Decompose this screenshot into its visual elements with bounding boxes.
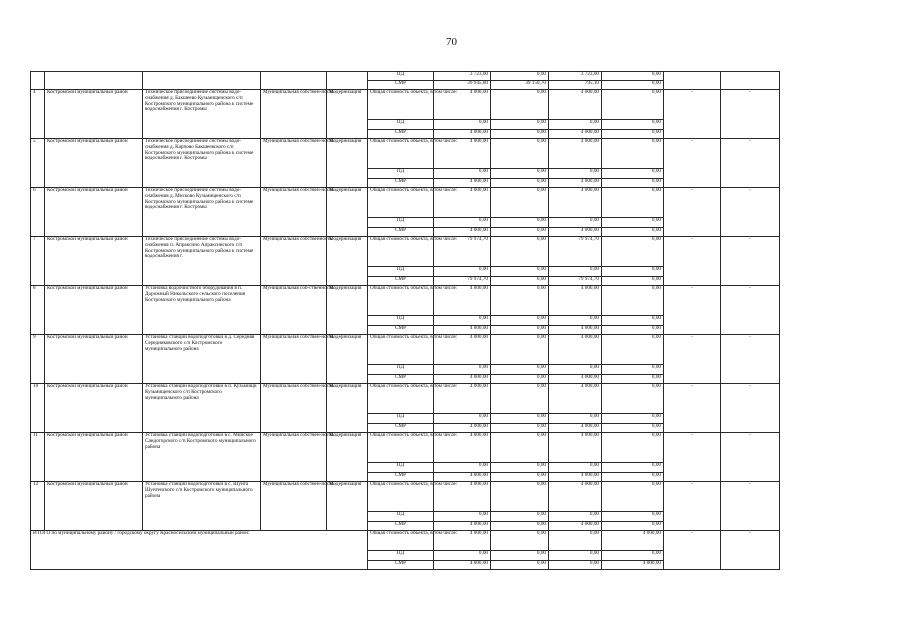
- pd-label: ПД: [368, 551, 434, 561]
- value-cell: 0,00: [549, 218, 602, 228]
- entry-district: Костромской муниципальный район: [45, 237, 143, 286]
- value-cell: 4 000,00: [434, 384, 491, 414]
- note-cell: [664, 72, 721, 90]
- value-cell: 79 974,70: [434, 237, 491, 267]
- value-cell: 0,00: [491, 463, 549, 473]
- value-cell: 4 000,00: [434, 521, 491, 531]
- value-cell: 0,00: [602, 551, 664, 561]
- total-cost-label: Общая стоимость объекта, в том числе:: [368, 90, 434, 120]
- value-cell: 4 000,00: [434, 188, 491, 218]
- entry-owner: Муниципальная собствен-ность: [261, 482, 327, 531]
- value-cell: 0,00: [549, 365, 602, 375]
- value-cell: 0,00: [491, 237, 549, 267]
- table-row: [31, 286, 845, 316]
- dash-cell: -: [664, 237, 721, 286]
- value-cell: 4 000,00: [434, 482, 491, 512]
- entry-type: Модернизация: [327, 482, 368, 531]
- value-cell: 0,00: [434, 218, 491, 228]
- value-cell: 0,00: [549, 267, 602, 277]
- table-row: [31, 384, 845, 414]
- entry-district: Костромской муниципальный район: [45, 188, 143, 237]
- entry-name-cell: [143, 286, 261, 335]
- pd-label: ПД: [368, 267, 434, 277]
- no-cell: [31, 72, 45, 90]
- value-cell: 0,00: [602, 286, 664, 316]
- value-cell: 0,00: [434, 551, 491, 561]
- value-cell: 4 000,00: [434, 433, 491, 463]
- value-cell: 4 000,00: [434, 178, 491, 188]
- value-cell: 0,00: [602, 384, 664, 414]
- value-cell: 0,00: [602, 72, 664, 81]
- entry-type: Модернизация: [327, 433, 368, 482]
- total-cost-label: Общая стоимость объекта, в том числе:: [368, 286, 434, 316]
- smr-label: СМР: [368, 521, 434, 531]
- table-body: [31, 72, 845, 570]
- pd-label: ПД: [368, 169, 434, 179]
- value-cell: 0,00: [491, 276, 549, 286]
- entry-name: Установка станции водоподготовки в п. Кузьмищи Кузьмищенского с/п Костромского муниципального района: [145, 383, 257, 401]
- value-cell: 0,00: [602, 335, 664, 365]
- value-cell: 0,00: [491, 286, 549, 316]
- value-cell: 0,00: [491, 551, 549, 561]
- value-cell: 0,00: [602, 227, 664, 237]
- entry-number: 7: [31, 237, 45, 286]
- value-cell: 0,00: [602, 472, 664, 482]
- value-cell: 0,00: [602, 188, 664, 218]
- value-cell: 0,00: [602, 521, 664, 531]
- value-cell: 0,00: [434, 414, 491, 424]
- dash-cell: -: [664, 286, 721, 335]
- value-cell: 39 150,70: [491, 81, 549, 90]
- value-cell: 4 000,00: [434, 129, 491, 139]
- value-cell: 0,00: [602, 267, 664, 277]
- dash-cell: -: [664, 335, 721, 384]
- entry-district: Костромской муниципальный район: [45, 335, 143, 384]
- value-cell: 39 945,80: [434, 81, 491, 90]
- dash-cell: -: [721, 286, 780, 335]
- value-cell: 0,00: [491, 482, 549, 512]
- value-cell: 0,00: [549, 120, 602, 130]
- dash-cell: -: [721, 139, 780, 188]
- entry-owner: Муниципальная соб-ственность: [261, 286, 327, 335]
- total-cost-label: Общая стоимость объекта, в том числе:: [368, 335, 434, 365]
- value-cell: 0,00: [434, 512, 491, 522]
- pd-label: ПД: [368, 414, 434, 424]
- entry-name: Установка водоочистного оборудования в п. Дорожный Никольского сельского поселения Костромского муниципального района: [145, 285, 246, 303]
- entry-number: 11: [31, 433, 45, 482]
- value-cell: 0,00: [602, 374, 664, 384]
- value-cell: 3 723,00: [434, 72, 491, 81]
- value-cell: 795,10: [549, 81, 602, 90]
- value-cell: 0,00: [434, 316, 491, 326]
- total-cost-label: Общая стоимость объекта, в том числе:: [368, 384, 434, 414]
- entry-district: Костромской муниципальный район: [45, 90, 143, 139]
- value-cell: 0,00: [602, 365, 664, 375]
- entry-name-cell: [143, 335, 261, 384]
- value-cell: 0,00: [491, 531, 549, 551]
- value-cell: 4 000,00: [434, 335, 491, 365]
- dash-cell: -: [664, 90, 721, 139]
- value-cell: 0,00: [491, 384, 549, 414]
- value-cell: 4 000,00: [434, 472, 491, 482]
- value-cell: 4 000,00: [549, 139, 602, 169]
- entry-owner: Муниципальная собствен-ность: [261, 90, 327, 139]
- value-cell: 0,00: [491, 218, 549, 228]
- entry-name-cell: [143, 433, 261, 482]
- value-cell: 0,00: [491, 316, 549, 326]
- value-cell: 0,00: [491, 72, 549, 81]
- value-cell: 4 000,00: [549, 384, 602, 414]
- total-title: ИТОГО по муниципальному району / городскому округу Красносельский муниципальный район:: [31, 531, 368, 570]
- pd-label: ПД: [368, 463, 434, 473]
- value-cell: 4 000,00: [549, 90, 602, 120]
- value-cell: 0,00: [602, 90, 664, 120]
- entry-name-cell: [143, 384, 261, 433]
- smr-label: СМР: [368, 129, 434, 139]
- table-row: [31, 139, 845, 169]
- value-cell: 0,00: [549, 463, 602, 473]
- value-cell: 0,00: [602, 169, 664, 179]
- value-cell: 0,00: [491, 365, 549, 375]
- value-cell: 0,00: [602, 463, 664, 473]
- value-cell: 0,00: [491, 325, 549, 335]
- entry-name-cell: [143, 482, 261, 531]
- entry-type: Модернизация: [327, 335, 368, 384]
- value-cell: 0,00: [491, 414, 549, 424]
- total-cost-label: Общая стоимость объекта, в том числе:: [368, 433, 434, 463]
- table-row: [31, 335, 845, 365]
- value-cell: 0,00: [491, 560, 549, 570]
- entry-number: 5: [31, 139, 45, 188]
- value-cell: 4 000,00: [434, 90, 491, 120]
- value-cell: 0,00: [491, 169, 549, 179]
- table-row: [31, 72, 845, 81]
- value-cell: 79 974,70: [549, 276, 602, 286]
- entry-name: Техническое присоединение системы водо-снабжения д. Мисково Кузьмищенского с/п Костромского муниципального района к системе водоснабжения г. Костромы: [145, 187, 254, 211]
- dash-cell: -: [664, 482, 721, 531]
- value-cell: 0,00: [602, 482, 664, 512]
- value-cell: 0,00: [602, 218, 664, 228]
- value-cell: 0,00: [549, 551, 602, 561]
- entry-owner: Муниципальная собственность: [261, 237, 327, 286]
- dash-cell: -: [664, 139, 721, 188]
- value-cell: 0,00: [549, 531, 602, 551]
- entry-type: Модернизация: [327, 237, 368, 286]
- entry-owner: Муниципальная собствен-ность: [261, 433, 327, 482]
- value-cell: 0,00: [491, 188, 549, 218]
- value-cell: 0,00: [491, 374, 549, 384]
- value-cell: 0,00: [602, 81, 664, 90]
- value-cell: 0,00: [549, 316, 602, 326]
- value-cell: 0,00: [602, 433, 664, 463]
- value-cell: 0,00: [491, 521, 549, 531]
- entry-name-cell: [143, 139, 261, 188]
- entry-district: Костромской муниципальный район: [45, 482, 143, 531]
- value-cell: 0,00: [602, 139, 664, 169]
- table-row: [31, 433, 845, 463]
- dash-cell: -: [721, 384, 780, 433]
- table-row: [31, 531, 845, 551]
- dash-cell: -: [721, 433, 780, 482]
- total-cost-label: Общая стоимость объекта, в том числе:: [368, 188, 434, 218]
- value-cell: 4 000,00: [434, 423, 491, 433]
- value-cell: 0,00: [491, 335, 549, 365]
- value-cell: 0,00: [602, 129, 664, 139]
- entry-owner: Муниципальная собствен-ность: [261, 335, 327, 384]
- dash-cell: -: [721, 188, 780, 237]
- value-cell: 0,00: [549, 512, 602, 522]
- entry-type: Модернизация: [327, 90, 368, 139]
- district-cell: [45, 72, 143, 90]
- entry-number: 12: [31, 482, 45, 531]
- investment-program-table: [30, 71, 845, 570]
- pd-label: ПД: [368, 316, 434, 326]
- dash-cell: -: [721, 335, 780, 384]
- dash-cell: -: [664, 384, 721, 433]
- value-cell: 0,00: [491, 90, 549, 120]
- value-cell: 0,00: [602, 237, 664, 267]
- value-cell: 0,00: [602, 276, 664, 286]
- smr-label: СМР: [368, 276, 434, 286]
- value-cell: 4 000,00: [434, 325, 491, 335]
- pd-label: ПД: [368, 218, 434, 228]
- table-row: [31, 90, 845, 120]
- cost-label: СМР: [368, 81, 434, 90]
- total-cost-label: Общая стоимость объекта, в том числе:: [368, 482, 434, 512]
- entry-number: 9: [31, 335, 45, 384]
- entry-number: 8: [31, 286, 45, 335]
- dash-cell: -: [721, 237, 780, 286]
- value-cell: 0,00: [491, 472, 549, 482]
- value-cell: 4 000,00: [434, 531, 491, 551]
- dash-cell: -: [721, 531, 780, 570]
- entry-district: Костромской муниципальный район: [45, 433, 143, 482]
- value-cell: 0,00: [491, 433, 549, 463]
- name-cell: [143, 72, 261, 90]
- value-cell: 0,00: [491, 512, 549, 522]
- smr-label: СМР: [368, 423, 434, 433]
- value-cell: 0,00: [491, 178, 549, 188]
- value-cell: 3 723,00: [549, 72, 602, 81]
- entry-name-cell: [143, 237, 261, 286]
- smr-label: СМР: [368, 472, 434, 482]
- smr-label: СМР: [368, 227, 434, 237]
- dash-cell: -: [721, 482, 780, 531]
- value-cell: 4 000,00: [549, 227, 602, 237]
- value-cell: 0,00: [434, 365, 491, 375]
- value-cell: 79 974,70: [549, 237, 602, 267]
- dash-cell: -: [664, 433, 721, 482]
- entry-name: Установка станции водоподготовки в с. Шунга Шунгенского с/п Костромского муниципального района: [145, 481, 253, 499]
- entry-owner: Муниципальная собствен-ность: [261, 188, 327, 237]
- total-cost-label: Общая стоимость объекта, в том числе:: [368, 531, 434, 551]
- value-cell: 4 000,00: [602, 531, 664, 551]
- pd-label: ПД: [368, 512, 434, 522]
- page-number: 70: [446, 36, 457, 48]
- value-cell: 0,00: [434, 120, 491, 130]
- value-cell: 0,00: [602, 512, 664, 522]
- entry-district: Костромской муниципальный район: [45, 139, 143, 188]
- value-cell: 0,00: [602, 325, 664, 335]
- entry-name-cell: [143, 188, 261, 237]
- value-cell: 4 000,00: [549, 325, 602, 335]
- total-cost-label: Общая стоимость объекта, в том числе:: [368, 237, 434, 267]
- value-cell: 4 000,00: [549, 286, 602, 316]
- value-cell: 0,00: [491, 267, 549, 277]
- smr-label: СМР: [368, 374, 434, 384]
- entry-type: Модернизация: [327, 286, 368, 335]
- value-cell: 0,00: [602, 423, 664, 433]
- value-cell: 4 000,00: [434, 286, 491, 316]
- value-cell: 0,00: [491, 139, 549, 169]
- entry-name: Техническое присоединение системы водо-снабжения п. Апраксино Апраксинского с/п Костромского муниципального района к системе водоснабжения г.: [145, 236, 254, 260]
- value-cell: 0,00: [602, 316, 664, 326]
- dash-cell: -: [664, 531, 721, 570]
- value-cell: 0,00: [602, 120, 664, 130]
- entry-number: 4: [31, 90, 45, 139]
- value-cell: 0,00: [434, 169, 491, 179]
- entry-number: 6: [31, 188, 45, 237]
- pd-label: ПД: [368, 365, 434, 375]
- table-row: [31, 237, 845, 267]
- table-row: [31, 188, 845, 218]
- note-cell: [721, 72, 780, 90]
- value-cell: 4 000,00: [602, 560, 664, 570]
- value-cell: 0,00: [602, 414, 664, 424]
- value-cell: 0,00: [491, 423, 549, 433]
- owner-cell: [261, 72, 327, 90]
- smr-label: СМР: [368, 178, 434, 188]
- value-cell: 0,00: [491, 120, 549, 130]
- value-cell: 0,00: [491, 227, 549, 237]
- value-cell: 4 000,00: [549, 374, 602, 384]
- table-row: [31, 482, 845, 512]
- value-cell: 4 000,00: [434, 374, 491, 384]
- entry-name: Техническое присоединение системы водо-снабжения д. Бакшеево Кузьмищенского с/п Костромского муниципального района к системе водоснабжения г. Костромы: [145, 89, 254, 113]
- value-cell: 4 000,00: [549, 335, 602, 365]
- smr-label: СМР: [368, 560, 434, 570]
- value-cell: 0,00: [434, 267, 491, 277]
- value-cell: 4 000,00: [434, 227, 491, 237]
- entry-type: Модернизация: [327, 384, 368, 433]
- entry-name: Техническое присоединение системы водо-снабжения д. Карпово Бакшеевского с/п Костромского муниципального района к системе водоснабжения г. Костромы: [145, 138, 254, 162]
- total-cost-label: Общая стоимость объекта, в том числе:: [368, 139, 434, 169]
- value-cell: 4 000,00: [549, 482, 602, 512]
- entry-name: Установка станции водоподготовки в с. Минское Сандогорского с/п Костромского муниципального района: [145, 432, 256, 450]
- value-cell: 4 000,00: [549, 433, 602, 463]
- dash-cell: -: [721, 90, 780, 139]
- smr-label: СМР: [368, 325, 434, 335]
- value-cell: 0,00: [491, 129, 549, 139]
- entry-district: Костромской муниципальный район: [45, 286, 143, 335]
- value-cell: 0,00: [549, 169, 602, 179]
- value-cell: 4 000,00: [549, 129, 602, 139]
- value-cell: 0,00: [602, 178, 664, 188]
- value-cell: 0,00: [549, 414, 602, 424]
- entry-name-cell: [143, 90, 261, 139]
- value-cell: 0,00: [434, 463, 491, 473]
- entry-district: Костромской муниципальный район: [45, 384, 143, 433]
- pd-label: ПД: [368, 120, 434, 130]
- value-cell: 4 000,00: [549, 521, 602, 531]
- value-cell: 4 000,00: [549, 188, 602, 218]
- cost-label: ПД: [368, 72, 434, 81]
- value-cell: 4 000,00: [549, 472, 602, 482]
- entry-type: Модернизация: [327, 188, 368, 237]
- type-cell: [327, 72, 368, 90]
- value-cell: 4 000,00: [549, 423, 602, 433]
- value-cell: 4 000,00: [434, 560, 491, 570]
- entry-owner: Муниципальная собствен-ность: [261, 384, 327, 433]
- entry-name: Установка станции водоподготовки в д. Середняя Середняковского с/п Костромского муниципального района: [145, 334, 255, 352]
- value-cell: 4 000,00: [549, 178, 602, 188]
- entry-type: Модернизация: [327, 139, 368, 188]
- entry-owner: Муниципальная собствен-ность: [261, 139, 327, 188]
- value-cell: 0,00: [549, 560, 602, 570]
- value-cell: 79 974,70: [434, 276, 491, 286]
- entry-number: 10: [31, 384, 45, 433]
- dash-cell: -: [664, 188, 721, 237]
- value-cell: 4 000,00: [434, 139, 491, 169]
